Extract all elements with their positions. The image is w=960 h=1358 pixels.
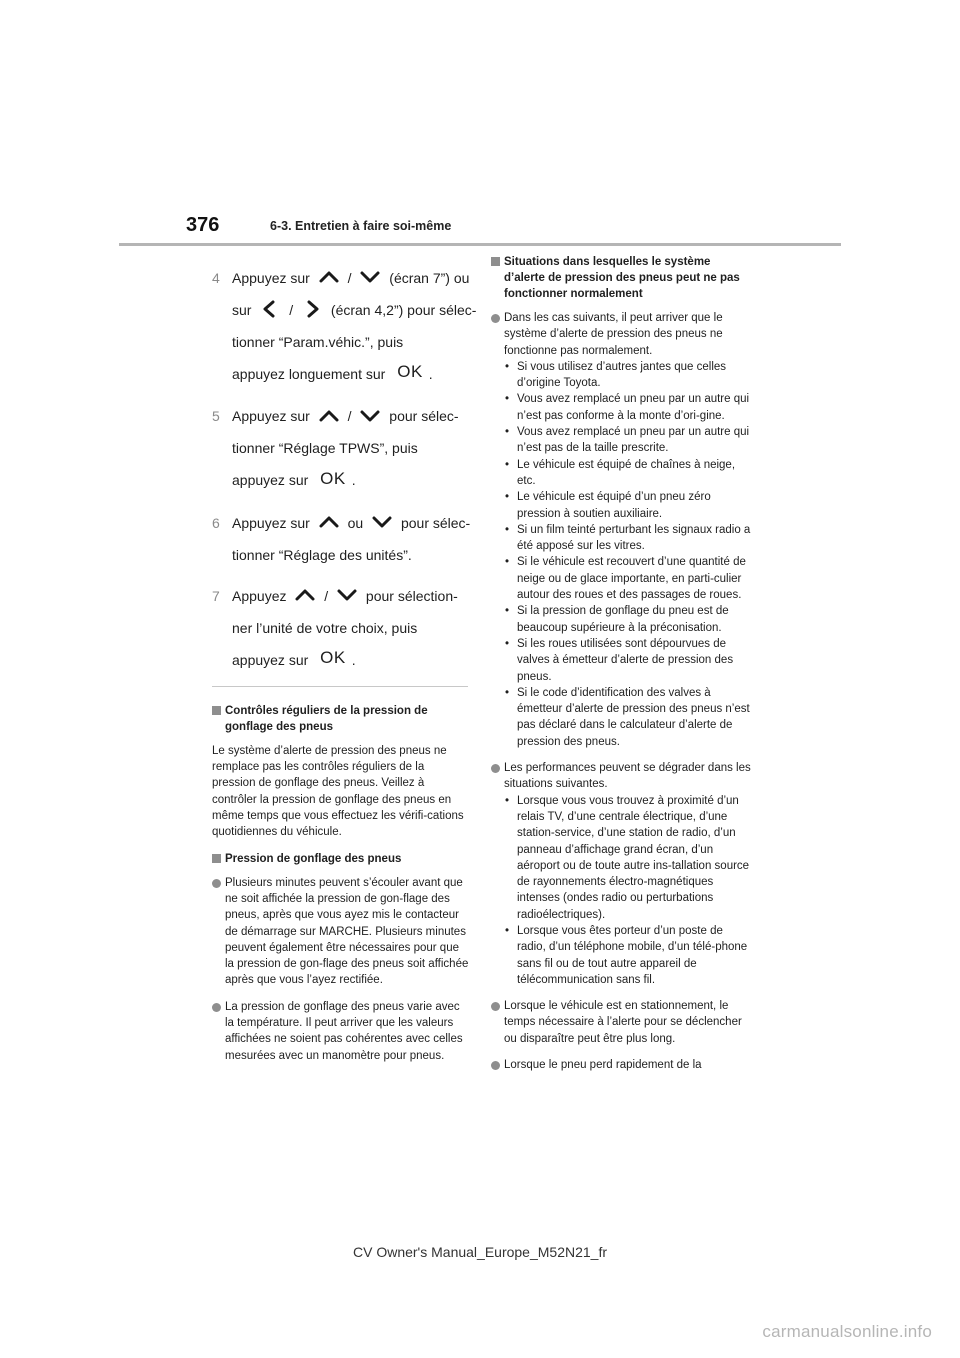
step-text: . (428, 366, 433, 382)
sub-list-item (504, 554, 751, 603)
sub-list-text: Si le véhicule est recouvert d’une quantité de neige ou de glace importante, en parti-culier autour des roues et des passages de roues. (517, 556, 746, 602)
bullet-item (491, 310, 751, 750)
step-7 (212, 580, 470, 677)
step-text: appuyez sur (232, 651, 313, 668)
step-text: . (351, 472, 356, 489)
dot-marker: • (505, 360, 510, 373)
sub-list (504, 359, 751, 750)
step-line (232, 612, 470, 644)
dot-marker: • (505, 523, 510, 536)
step-text: Appuyez sur (232, 514, 314, 531)
sub-list-text: Vous avez remplacé un pneu par un autre qui n’est pas conforme à la monte d’ori-gine. (517, 393, 750, 422)
step-text: / (285, 302, 298, 318)
step-number: 4 (212, 270, 220, 286)
sub-list-text: Le véhicule est équipé de chaînes à neige, etc. (517, 458, 736, 487)
step-text: . (351, 651, 356, 668)
bullet-text: Plusieurs minutes peuvent s’écouler avant que ne soit affichée la pression de gon-flage des pneus, après que vous ayez mis le contacteur de démarrage sur MARCHE. Plusieurs minutes peuvent également être nécessaires pour que la pression de gon-flage des pneus soit affichée après que vous l’ayez rectifiée. (225, 876, 469, 987)
dot-marker: • (505, 637, 510, 650)
bullet-text: La pression de gonflage des pneus varie avec la température. Il peut arriver que les valeurs affichées ne soient pas cohérentes avec celles mesurées avec un manomètre pour pneus. (225, 1000, 463, 1062)
sub-list-item (504, 923, 751, 988)
step-4 (212, 262, 477, 391)
circle-bullet-icon (491, 1061, 500, 1070)
sub-list-item (504, 424, 751, 457)
sub-list-text: Si un film teinté perturbant les signaux radio a été apposé sur les vitres. (517, 523, 751, 553)
sub-list (504, 793, 751, 989)
step-6 (212, 507, 470, 571)
bullet-text: Lorsque le pneu perd rapidement de la (504, 1059, 702, 1072)
chevron-left-icon (259, 300, 281, 318)
sub-list-item (504, 522, 751, 555)
dot-marker: • (505, 924, 510, 937)
step-text: / (343, 408, 356, 425)
chevron-right-icon (301, 300, 323, 318)
right-column (491, 254, 751, 1083)
step-text: pour sélec- (397, 514, 471, 531)
section-heading (212, 851, 470, 867)
dot-marker: • (505, 794, 510, 807)
step-text: / (343, 270, 356, 286)
bullet-item (491, 998, 751, 1047)
step-text: Appuyez sur (232, 408, 314, 425)
step-text: pour sélection- (362, 587, 458, 604)
sub-list-item (504, 685, 751, 750)
section-heading-text: Contrôles réguliers de la pression de gonflage des pneus (225, 704, 428, 733)
step-text: ou (343, 514, 368, 531)
bullet-item (491, 1057, 751, 1073)
chevron-down-icon (371, 513, 393, 531)
sub-list-text: Si les roues utilisées sont dépourvues de valves à émetteur d’alerte de pression des pneus. (517, 637, 734, 683)
step-line (232, 432, 470, 464)
sub-list-item (504, 457, 751, 490)
watermark: carmanualsonline.info (762, 1322, 932, 1341)
step-text: / (320, 587, 333, 604)
step-line (232, 464, 470, 497)
page-number: 376 (186, 214, 220, 236)
dot-marker: • (505, 605, 510, 618)
dot-marker: • (505, 556, 510, 569)
sub-list-item (504, 793, 751, 923)
step-line (232, 580, 470, 612)
section-heading-text: Situations dans lesquelles le système d’alerte de pression des pneus peut ne pas fonctionner normalement (504, 256, 740, 300)
step-text: appuyez longuement sur (232, 366, 390, 382)
step-line (232, 644, 470, 677)
circle-bullet-icon (491, 314, 500, 323)
section-heading (212, 703, 470, 735)
circle-bullet-icon (212, 879, 221, 888)
bullet-text: Lorsque le véhicule est en stationnement, le temps nécessaire à l’alerte pour se déclencher ou disparaître peut être plus long. (504, 1000, 742, 1045)
chevron-up-icon (318, 407, 340, 425)
step-5 (212, 400, 470, 497)
chevron-down-icon (336, 586, 358, 604)
step-text: ner l’unité de votre choix, puis (232, 619, 418, 636)
bullet-item (212, 999, 470, 1064)
sub-list-item (504, 636, 751, 685)
footer-manual-id: CV Owner's Manual_Europe_M52N21_fr (352, 1244, 608, 1260)
step-line (232, 294, 477, 326)
step-text: appuyez sur (232, 472, 313, 489)
sub-list-item (504, 603, 751, 636)
dot-marker: • (505, 393, 510, 406)
step-text: tionner “Param.véhic.”, puis (232, 334, 404, 350)
step-text: pour sélec- (385, 408, 459, 425)
step-text: (écran 4,2”) pour sélec- (327, 302, 477, 318)
circle-bullet-icon (491, 1002, 500, 1011)
left-column (212, 262, 477, 1074)
sub-list-text: Si le code d’identification des valves à émetteur d’alerte de pression des pneus n’est pas déclaré dans le calculateur d’alerte de pression des pneus. (517, 686, 750, 748)
step-line (232, 262, 470, 294)
dot-marker: • (505, 458, 510, 471)
step-line (232, 326, 470, 358)
bullet-text: Les performances peuvent se dégrader dans les situations suivantes. (504, 762, 751, 791)
sub-list-item (504, 489, 751, 522)
circle-bullet-icon (212, 1003, 221, 1012)
section-heading (491, 254, 751, 302)
sub-list-text: Lorsque vous êtes porteur d’un poste de radio, d’un téléphone mobile, d’un télé-phone sans fil ou de tout autre appareil de télécommunication sans fil. (517, 924, 748, 986)
step-line (232, 507, 470, 539)
sub-list-text: Vous avez remplacé un pneu par un autre qui n’est pas de la taille prescrite. (517, 426, 750, 455)
sub-list-text: Lorsque vous vous trouvez à proximité d’un relais TV, d’une centrale électrique, d’une station-service, d’une station de radio, d’un panneau d’affichage grand écran, d’un aéroport ou de toute autre ins-tallation source de rayonnements électro-magnétiques intenses (ondes radio ou perturbations radioélectriques). (517, 794, 750, 921)
dot-marker: • (505, 426, 510, 439)
step-text: Appuyez (232, 587, 291, 604)
step-text: tionner “Réglage des unités”. (232, 546, 412, 563)
section-heading-text: Pression de gonflage des pneus (225, 852, 402, 865)
sub-list-text: Si vous utilisez d’autres jantes que celles d’origine Toyota. (517, 360, 727, 390)
sub-list-text: Le véhicule est équipé d’un pneu zéro pression à soutien auxiliaire. (517, 491, 711, 520)
step-text: tionner “Réglage TPWS”, puis (232, 440, 418, 457)
section-paragraph: Le système d’alerte de pression des pneus ne remplace pas les contrôles réguliers de la pression de gonflage des pneus. Veillez à contrôler la pression de gonflage des pneus en même temps que vous effectuez les vérifi-cations quotidiennes du véhicule. (212, 744, 464, 839)
step-line (232, 400, 470, 432)
ok-icon: OK (320, 468, 346, 488)
dot-marker: • (505, 491, 510, 504)
chevron-up-icon (318, 268, 340, 286)
sub-list-item (504, 391, 751, 424)
ok-icon: OK (397, 362, 423, 382)
ok-icon: OK (320, 647, 346, 667)
dot-marker: • (505, 686, 510, 699)
step-number: 5 (212, 408, 220, 425)
chevron-down-icon (359, 268, 381, 286)
step-text: (écran 7”) ou (385, 270, 470, 286)
chevron-down-icon (359, 407, 381, 425)
step-line (232, 358, 470, 391)
bullet-text: Dans les cas suivants, il peut arriver que le système d’alerte de pression des pneus ne fonctionne pas normalement. (504, 312, 723, 357)
chevron-up-icon (294, 586, 316, 604)
square-bullet-icon (212, 854, 221, 863)
step-text: sur (232, 302, 256, 318)
square-bullet-icon (212, 706, 221, 715)
step-number: 6 (212, 514, 220, 531)
sub-list-text: Si la pression de gonflage du pneu est de beaucoup supérieure à la préconisation. (517, 605, 729, 634)
step-text: Appuyez sur (232, 270, 314, 286)
sub-list-item (504, 359, 751, 392)
square-bullet-icon (491, 257, 500, 266)
step-number: 7 (212, 587, 220, 604)
chevron-up-icon (318, 513, 340, 531)
step-line (232, 539, 470, 571)
circle-bullet-icon (491, 764, 500, 773)
bullet-item (491, 760, 751, 988)
bullet-item (212, 875, 470, 989)
section-title: 6-3. Entretien à faire soi-même (270, 219, 452, 233)
section-divider (212, 686, 468, 687)
header-rule (119, 243, 841, 246)
